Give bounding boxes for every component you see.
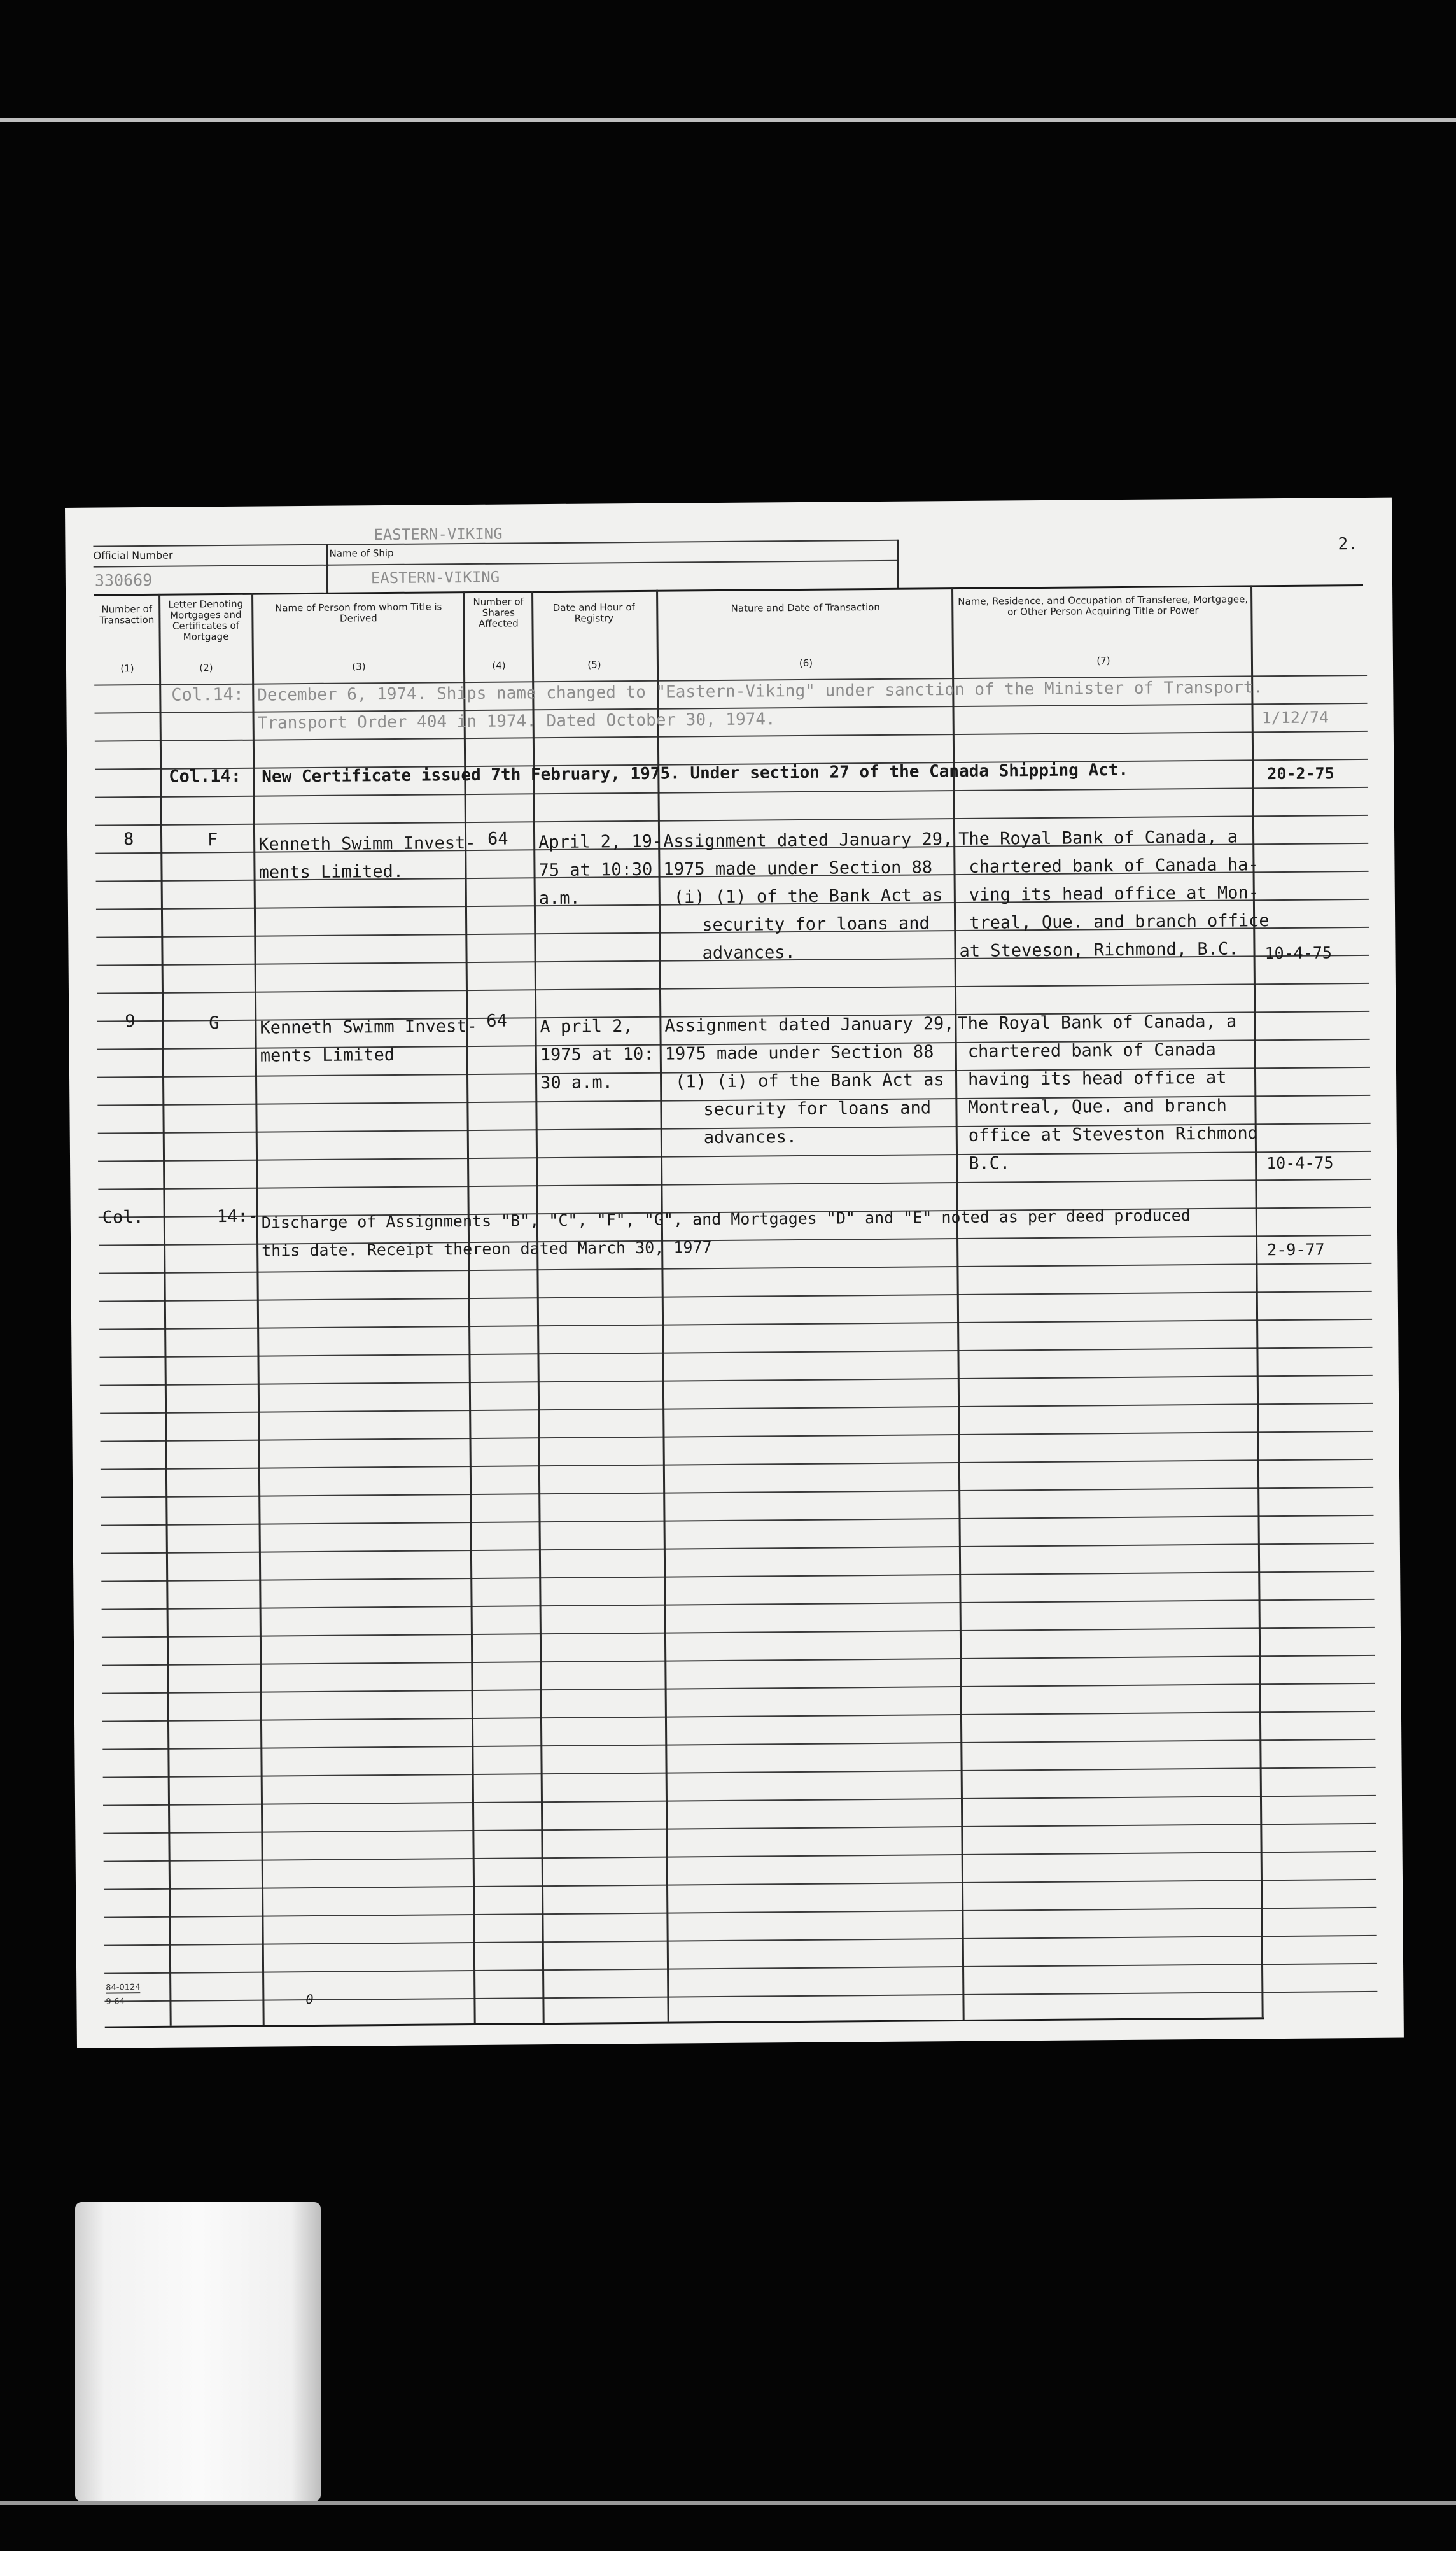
entry3-nature-line: 1975 made under Section 88: [663, 857, 933, 880]
entry4-from: [260, 1013, 477, 1071]
col-divider-1: [158, 594, 172, 2026]
ruled-line: [104, 1879, 1376, 1890]
col-divider-2: [251, 593, 265, 2025]
col-divider-7: [1250, 585, 1264, 2017]
ruled-line: [102, 1683, 1375, 1694]
entry3-registry: [538, 828, 663, 913]
entry1-line2: Transport Order 404 in 1974. Dated October 30, 1974.: [257, 710, 776, 733]
form-date: 9-64: [106, 1997, 125, 2007]
entry4-shares: 64: [486, 1011, 507, 1031]
ship-name: EASTERN-VIKING: [370, 568, 500, 587]
col7-number: (7): [1096, 655, 1110, 667]
entry3-nature-line: security for loans and: [702, 913, 930, 936]
ruled-line: [101, 1431, 1373, 1442]
ruled-line: [95, 787, 1368, 798]
entry4-transferee: [957, 1008, 1258, 1178]
entry4-transferee-line: having its head office at: [967, 1067, 1227, 1090]
entry5-line: Discharge of Assignments "B", "C", "F", "G", and Mortgages "D" and "E" noted as per deed produced: [261, 1206, 1191, 1232]
entry5-line: this date. Receipt thereon dated March 30, 1977: [262, 1238, 712, 1260]
ruled-line: [99, 1291, 1372, 1302]
entry4-date: 10-4-75: [1266, 1153, 1334, 1173]
film-leader-patch: [75, 2202, 321, 2501]
table-bottom-rule: [105, 2017, 1264, 2028]
entry3-transferee-line: chartered bank of Canada ha-: [969, 855, 1259, 877]
register-page: [65, 498, 1404, 2048]
col-divider-6: [951, 587, 965, 2020]
entry3-from-line: ments Limited.: [258, 861, 404, 883]
entry1-date: 1/12/74: [1261, 708, 1329, 727]
entry4-registry-line: 30 a.m.: [540, 1072, 613, 1093]
entry4-nature: [664, 1010, 955, 1153]
col1-header: Number of Transaction: [99, 603, 155, 626]
entry3-nature-line: (i) (1) of the Bank Act as: [673, 885, 943, 908]
col5-header: Date and Hour of Registry: [552, 601, 635, 624]
header-rule: [328, 560, 899, 566]
entry3-registry-line: 75 at 10:30: [538, 859, 653, 881]
entry4-registry-line: A pril 2,: [540, 1016, 633, 1037]
col2-header: Letter Denoting Mortgages and Certificates of Mortgage: [168, 598, 244, 643]
ruled-lines: [65, 498, 1392, 508]
entry3-nature-line: Assignment dated January 29,: [663, 829, 953, 852]
form-number: 84-0124: [106, 1983, 141, 1993]
entry3-from: [258, 829, 476, 887]
entry3-nature: [663, 826, 954, 968]
ruled-line: [101, 1571, 1374, 1582]
entry1-column-ref: Col.14:: [171, 684, 244, 705]
stray-mark: 0: [305, 1992, 314, 2007]
entry1-line1: December 6, 1974. Ships name changed to "Eastern-Viking" under sanction of the Minister of Transport.: [257, 678, 1264, 705]
entry4-transferee-line: office at Steveston Richmond: [968, 1123, 1259, 1146]
entry3-nature-line: advances.: [702, 943, 795, 964]
entry3-from-line: Kenneth Swimm Invest-: [258, 833, 476, 855]
ruled-line: [101, 1487, 1373, 1498]
entry3-shares: 64: [487, 829, 508, 849]
ruled-line: [100, 1403, 1373, 1414]
entry3-registry-line: April 2, 19-: [538, 831, 663, 853]
entry4-transferee-line: chartered bank of Canada: [967, 1039, 1217, 1062]
page-number: 2.: [1338, 535, 1358, 554]
entry4-nature-line: advances.: [703, 1127, 797, 1148]
entry4-letter: G: [209, 1013, 220, 1034]
ruled-line: [104, 1907, 1376, 1918]
entry3-transferee: [958, 823, 1270, 966]
col5-number: (5): [587, 659, 601, 671]
entry3-letter: F: [207, 830, 218, 850]
ruled-line: [104, 1935, 1377, 1946]
ruled-line: [99, 1319, 1372, 1330]
ruled-line: [102, 1739, 1375, 1750]
ruled-line: [101, 1459, 1373, 1470]
ruled-line: [103, 1823, 1376, 1834]
entry4-transferee-line: The Royal Bank of Canada, a: [957, 1011, 1237, 1034]
col3-number: (3): [352, 661, 366, 673]
entry5-column-ref-number: 14:-: [216, 1206, 258, 1227]
ruled-line: [104, 1963, 1377, 1974]
ruled-line: [102, 1655, 1375, 1666]
entry4-nature-line: security for loans and: [703, 1098, 932, 1120]
film-bottom-edge: [0, 2501, 1456, 2505]
header-divider: [897, 540, 899, 589]
col1-number: (1): [120, 663, 134, 675]
ruled-line: [103, 1795, 1376, 1806]
ruled-line: [104, 1851, 1376, 1862]
col-divider-5: [656, 590, 669, 2022]
film-top-edge: [0, 118, 1456, 122]
ruled-line: [101, 1515, 1374, 1526]
entry5-column-ref: Col.: [102, 1207, 144, 1228]
col7-header: Name, Residence, and Occupation of Transferee, Mortgagee, or Other Person Acquiring Title or Power: [958, 593, 1249, 618]
ruled-line: [101, 1543, 1374, 1554]
col3-header: Name of Person from whom Title is Derived: [275, 601, 442, 624]
entry3-date: 10-4-75: [1264, 943, 1333, 963]
entry5-text: [262, 1202, 1191, 1265]
entry4-registry: [540, 1013, 654, 1097]
entry4-from-line: ments Limited: [260, 1044, 395, 1066]
ruled-line: [99, 1347, 1372, 1358]
col4-header: Number of Shares Affected: [473, 596, 524, 629]
entry4-number: 9: [125, 1011, 136, 1032]
ruled-line: [98, 1179, 1371, 1190]
entry2-column-ref: Col.14:: [169, 766, 242, 787]
entry2-text: New Certificate issued 7th February, 1975. Under section 27 of the Canada Shipping Act.: [262, 760, 1129, 787]
ship-name-label: Name of Ship: [329, 547, 394, 559]
entry4-transferee-line: Montreal, Que. and branch: [968, 1095, 1227, 1118]
entry4-from-line: Kenneth Swimm Invest-: [260, 1016, 477, 1038]
entry4-nature-line: 1975 made under Section 88: [664, 1042, 934, 1064]
col4-number: (4): [492, 659, 506, 671]
official-number: 330669: [94, 570, 153, 590]
ruled-line: [102, 1711, 1375, 1722]
entry2-date: 20-2-75: [1267, 764, 1334, 784]
ruled-line: [104, 1991, 1377, 2002]
ruled-line: [102, 1627, 1375, 1638]
ruled-line: [100, 1375, 1373, 1386]
entry3-transferee-line: treal, Que. and branch office: [969, 911, 1270, 933]
ruled-line: [102, 1599, 1375, 1610]
header-rule: [94, 565, 329, 568]
entry4-registry-line: 1975 at 10:: [540, 1044, 654, 1065]
entry4-transferee-line: B.C.: [969, 1153, 1011, 1174]
entry3-number: 8: [123, 829, 134, 850]
entry3-registry-line: a.m.: [538, 888, 580, 909]
ship-name-overprint: EASTERN-VIKING: [374, 524, 503, 544]
entry4-nature-line: Assignment dated January 29,: [664, 1014, 955, 1036]
col6-number: (6): [799, 657, 813, 669]
entry3-transferee-line: ving its head office at Mon-: [969, 883, 1259, 905]
ruled-line: [97, 983, 1369, 994]
col-divider-3: [463, 591, 476, 2023]
col6-header: Nature and Date of Transaction: [731, 601, 880, 614]
header-divider: [326, 544, 328, 594]
entry5-date: 2-9-77: [1267, 1240, 1325, 1260]
entry3-transferee-line: at Steveson, Richmond, B.C.: [959, 939, 1239, 961]
ruled-line: [103, 1767, 1376, 1778]
entry3-transferee-line: The Royal Bank of Canada, a: [958, 827, 1238, 849]
entry4-nature-line: (1) (i) of the Bank Act as: [675, 1070, 944, 1092]
col2-number: (2): [199, 662, 213, 674]
col-divider-4: [531, 591, 545, 2023]
official-number-label: Official Number: [93, 549, 173, 562]
